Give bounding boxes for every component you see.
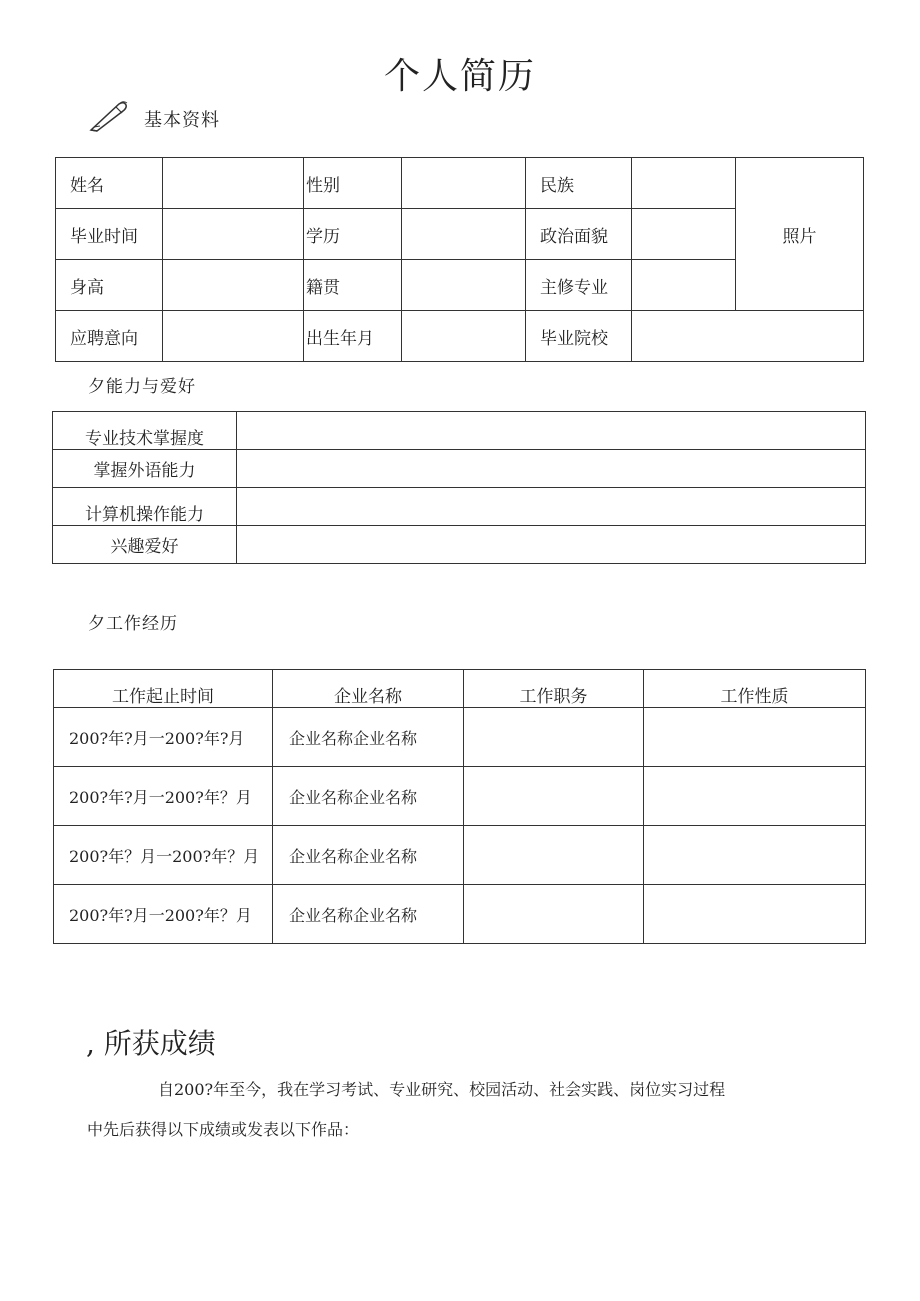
work-position[interactable] bbox=[464, 708, 644, 767]
ability-value[interactable] bbox=[237, 488, 866, 526]
work-period[interactable]: 200?年?月一200?年?月 bbox=[54, 708, 273, 767]
work-period[interactable]: 200?年?月一200?年？月 bbox=[54, 767, 273, 826]
education-value[interactable] bbox=[402, 209, 526, 260]
achievements-heading: , 所获成绩 bbox=[86, 1027, 216, 1060]
work-position[interactable] bbox=[464, 767, 644, 826]
ability-value[interactable] bbox=[237, 526, 866, 564]
job-intent-value[interactable] bbox=[163, 311, 304, 362]
political-label: 政治面貌 bbox=[526, 209, 632, 260]
basic-info-table bbox=[55, 157, 864, 362]
table-row bbox=[54, 708, 866, 767]
ethnicity-value[interactable] bbox=[632, 158, 736, 209]
work-period[interactable]: 200?年?月一200?年？月 bbox=[54, 885, 273, 944]
ability-heading: 夕能力与爱好 bbox=[88, 377, 196, 397]
political-value[interactable] bbox=[632, 209, 736, 260]
work-company[interactable]: 企业名称企业名称 bbox=[273, 708, 464, 767]
work-period[interactable]: 200?年？月一200?年？月 bbox=[54, 826, 273, 885]
work-nature[interactable] bbox=[644, 767, 866, 826]
work-header-period: 工作起止时间 bbox=[54, 670, 273, 708]
work-position[interactable] bbox=[464, 826, 644, 885]
ability-label: 掌握外语能力 bbox=[53, 450, 237, 488]
table-row bbox=[54, 767, 866, 826]
work-nature[interactable] bbox=[644, 826, 866, 885]
native-place-value[interactable] bbox=[402, 260, 526, 311]
name-label: 姓名 bbox=[56, 158, 163, 209]
work-company[interactable]: 企业名称企业名称 bbox=[273, 767, 464, 826]
ethnicity-label: 民族 bbox=[526, 158, 632, 209]
school-value[interactable] bbox=[632, 311, 864, 362]
achievements-text-line2: 中先后获得以下成绩或发表以下作品： bbox=[87, 1120, 360, 1139]
pen-icon bbox=[88, 100, 132, 134]
ability-label: 专业技术掌握度 bbox=[53, 412, 237, 450]
ability-table bbox=[52, 411, 866, 564]
work-heading: 夕工作经历 bbox=[88, 614, 178, 634]
education-label: 学历 bbox=[304, 209, 402, 260]
height-label: 身高 bbox=[56, 260, 163, 311]
native-place-label: 籍贯 bbox=[304, 260, 402, 311]
page-title: 个人简历 bbox=[383, 56, 536, 97]
work-nature[interactable] bbox=[644, 885, 866, 944]
grad-time-label: 毕业时间 bbox=[56, 209, 163, 260]
work-header-position: 工作职务 bbox=[464, 670, 644, 708]
ability-value[interactable] bbox=[237, 412, 866, 450]
photo-cell[interactable]: 照片 bbox=[736, 158, 864, 311]
grad-time-value[interactable] bbox=[163, 209, 304, 260]
job-intent-label: 应聘意向 bbox=[56, 311, 163, 362]
table-row bbox=[54, 826, 866, 885]
work-company[interactable]: 企业名称企业名称 bbox=[273, 885, 464, 944]
ability-label: 兴趣爱好 bbox=[53, 526, 237, 564]
birth-label: 出生年月 bbox=[304, 311, 402, 362]
table-row bbox=[54, 885, 866, 944]
achievements-text-line1: 自200?年至今，我在学习考试、专业研究、校园活动、社会实践、岗位实习过程 bbox=[158, 1080, 726, 1099]
work-nature[interactable] bbox=[644, 708, 866, 767]
work-header-nature: 工作性质 bbox=[644, 670, 866, 708]
name-value[interactable] bbox=[163, 158, 304, 209]
ability-label: 计算机操作能力 bbox=[53, 488, 237, 526]
height-value[interactable] bbox=[163, 260, 304, 311]
ability-value[interactable] bbox=[237, 450, 866, 488]
birth-value[interactable] bbox=[402, 311, 526, 362]
gender-value[interactable] bbox=[402, 158, 526, 209]
work-position[interactable] bbox=[464, 885, 644, 944]
work-header-company: 企业名称 bbox=[273, 670, 464, 708]
basic-info-label: 基本资料 bbox=[144, 110, 220, 131]
major-value[interactable] bbox=[632, 260, 736, 311]
major-label: 主修专业 bbox=[526, 260, 632, 311]
gender-label: 性别 bbox=[304, 158, 402, 209]
work-history-table bbox=[53, 669, 866, 944]
school-label: 毕业院校 bbox=[526, 311, 632, 362]
work-company[interactable]: 企业名称企业名称 bbox=[273, 826, 464, 885]
